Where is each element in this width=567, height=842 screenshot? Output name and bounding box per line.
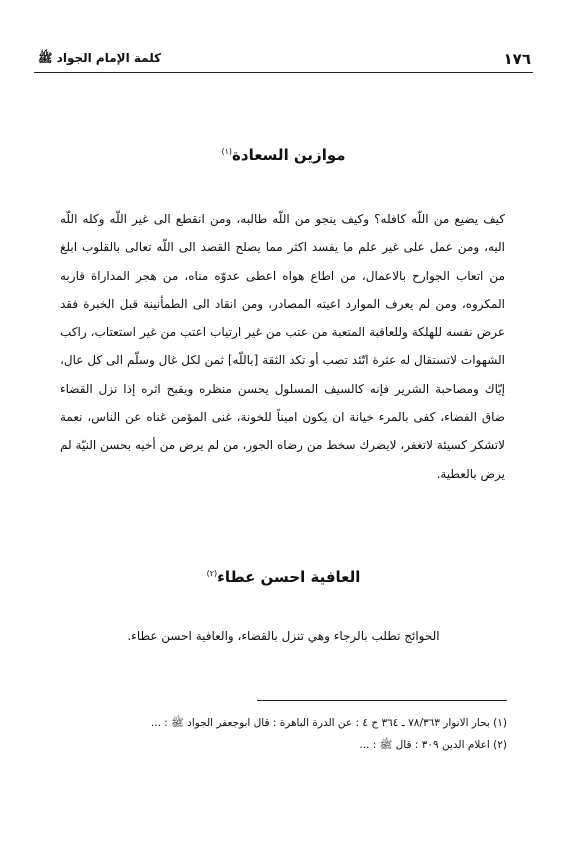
section-title: موازين السعادة [232,146,346,164]
section-title: العافية احسن عطاء [217,568,361,586]
section-heading-1 [60,146,507,164]
footnote-divider [257,700,507,701]
footnote-marker: (١) [221,147,233,156]
footnote-marker: (٢) [206,569,218,578]
header-divider [34,72,533,73]
footnotes [40,712,507,756]
section-heading-2 [60,568,507,586]
section-paragraph-2: الحوائج تطلب بالرجاء وهي تنزل بالقضاء، والعافية احسن عطاء. [127,629,440,643]
page-number: ١٧٦ [503,50,531,68]
running-head: كلمة الإمام الجواد ﷺ [38,51,162,65]
page-header [38,44,531,68]
section-paragraph-1: كيف يضيع من اللّه كافله؟ وكيف ينجو من اللّه طالبه، ومن انقطع الى غير اللّه وكله اللّه اليه، ومن عمل على غير علم ما يفسد اكثر مما يصلح القصد الى اللّه تعالى بالقلوب ابلغ من اتعاب الجوارح بالاعمال، من اطاع هواه اعطى عدوّه مناه، من هجر المداراة قاربه المكروه، ومن لم يعرف الموارد اعيته المصادر، ومن انقاد الى الطمأنينة قبل الخبرة فقد عرض نفسه للهلكة وللعاقبة المتعبة من عتب من غير ارتياب اعتب من غير استعتاب، راكب الشهوات لاتستقال له عثرة اتّئد تصب أو تكد الثقة [باللّه] ثمن لكل غال وسلّم الى كل عال، إيّاك ومصاحبة الشرير فإنه كالسيف المسلول يحسن منظره ويقبح اثره إذا نزل القضاء ضاق الفضاء، كفى بالمرء خيانة ان يكون اميناً للخونة، غنى المؤمن غناه عن الناس، نعمة لاتشكر كسيئة لاتغفر، لايضرك سخط من رضاه الجور، من لم يرض من أخيه بحسن النيّة لم يرض بالعطية. [60,212,505,481]
footnote-item: (٢) اعلام الدين ٣٠٩ : قال ﷺ : ... [359,739,507,751]
footnote-item: (١) بحار الانوار ٧٨/٣٦٣ ـ ٣٦٤ ح ٤ : عن الدرة الباهرة : قال ابوجعفر الجواد ﷺ : ... [150,717,507,729]
